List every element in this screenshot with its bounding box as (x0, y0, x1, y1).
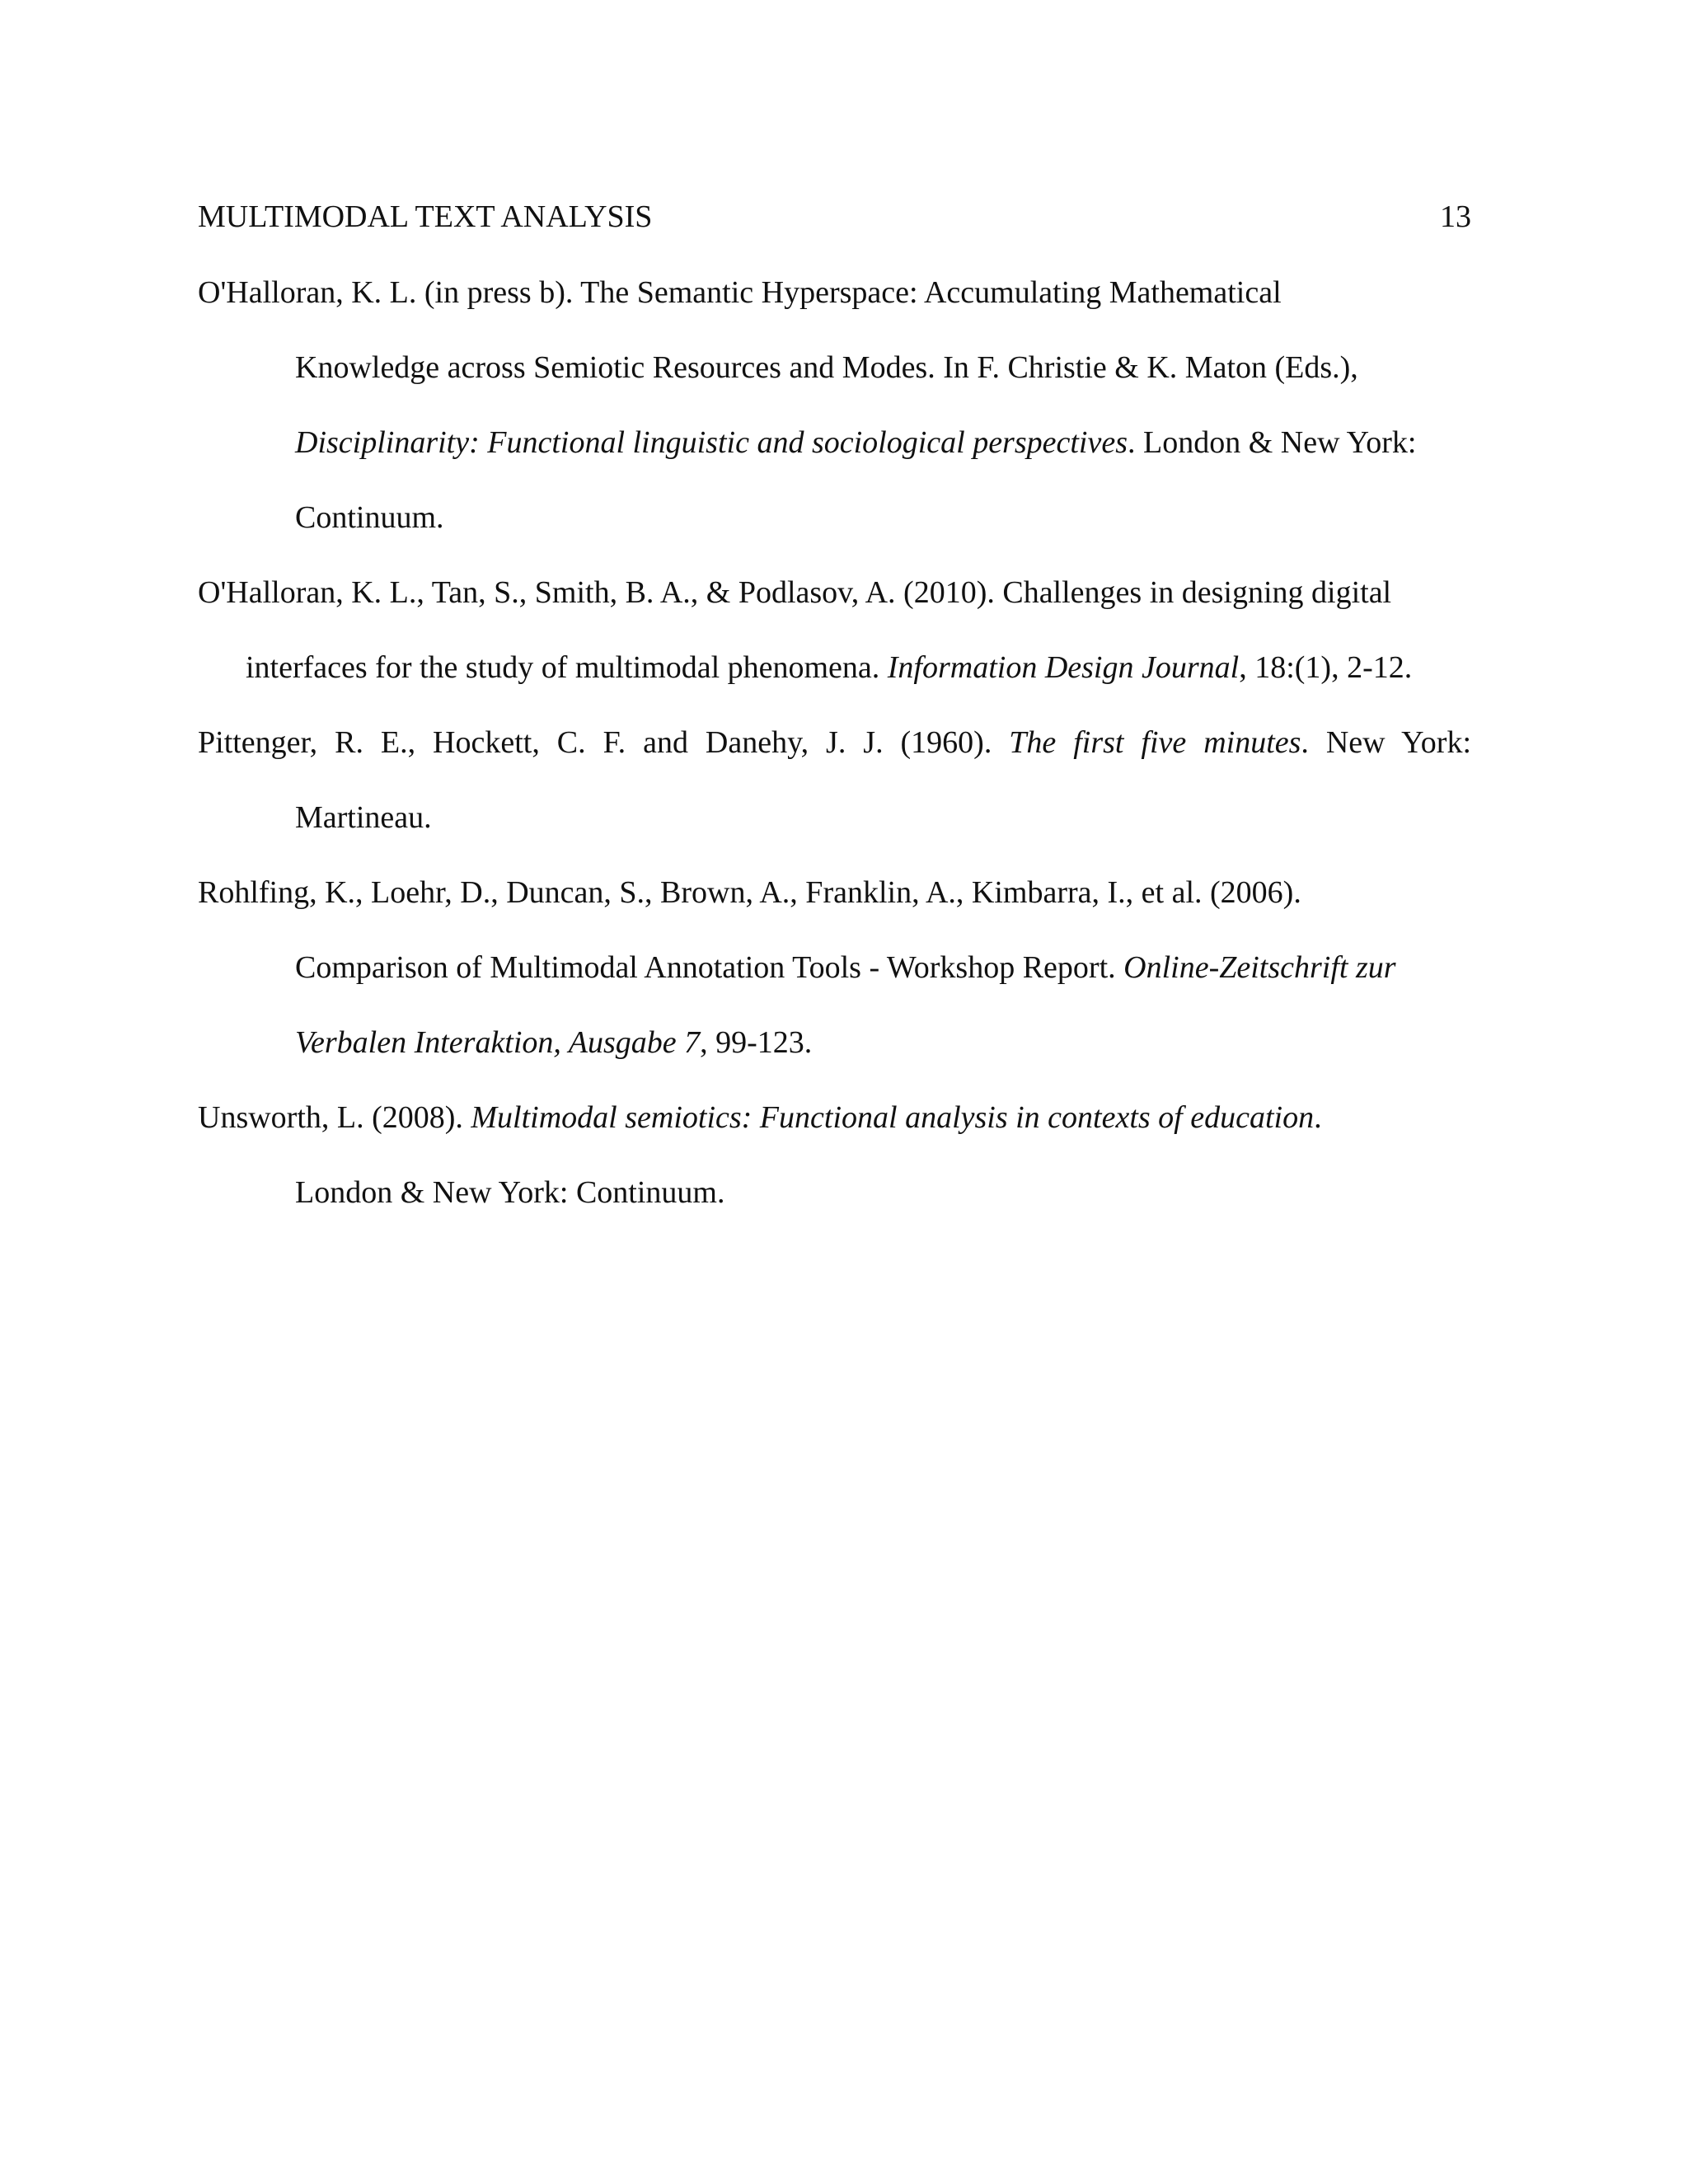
reference-1-italic: Disciplinarity: Functional linguistic and sociological perspectives (295, 425, 1128, 460)
reference-1-line-4: Continuum. (295, 500, 444, 535)
reference-4-line-1: Rohlfing, K., Loehr, D., Duncan, S., Brown, A., Franklin, A., Kimbarra, I., et al. (2006). (198, 875, 1301, 910)
reference-2-line-1: O'Halloran, K. L., Tan, S., Smith, B. A., & Podlasov, A. (2010). Challenges in designing digital (198, 575, 1392, 610)
reference-1-line-3: Disciplinarity: Functional linguistic and sociological perspectives. London & New York: (295, 425, 1417, 460)
reference-2-italic: Information Design Journal (887, 650, 1240, 685)
reference-1-line-2: Knowledge across Semiotic Resources and Modes. In F. Christie & K. Maton (Eds.), (295, 350, 1358, 385)
running-head-title: MULTIMODAL TEXT ANALYSIS (198, 199, 653, 234)
reference-5-line-2: London & New York: Continuum. (295, 1175, 725, 1210)
reference-5-italic: Multimodal semiotics: Functional analysis in contexts of education (471, 1100, 1315, 1135)
reference-3-line-1: Pittenger, R. E., Hockett, C. F. and Danehy, J. J. (1960). The first five minutes. New York: (198, 725, 1471, 760)
reference-4-italic-b: Verbalen Interaktion, Ausgabe 7 (295, 1025, 701, 1060)
reference-3-line-2: Martineau. (295, 800, 432, 835)
reference-1-line-1: O'Halloran, K. L. (in press b). The Semantic Hyperspace: Accumulating Mathematical (198, 275, 1282, 310)
reference-4-italic-a: Online-Zeitschrift zur (1123, 950, 1396, 985)
reference-2-line-2: interfaces for the study of multimodal phenomena. Information Design Journal, 18:(1), 2-12. (246, 650, 1413, 685)
reference-4-line-2: Comparison of Multimodal Annotation Tools - Workshop Report. Online-Zeitschrift zur (295, 950, 1396, 985)
reference-5-line-1: Unsworth, L. (2008). Multimodal semiotics: Functional analysis in contexts of education. (198, 1100, 1322, 1135)
page-number: 13 (1440, 199, 1471, 234)
running-head (198, 196, 1471, 237)
reference-4-line-3: Verbalen Interaktion, Ausgabe 7, 99-123. (295, 1025, 813, 1060)
reference-3-italic: The first five minutes (1009, 725, 1301, 760)
